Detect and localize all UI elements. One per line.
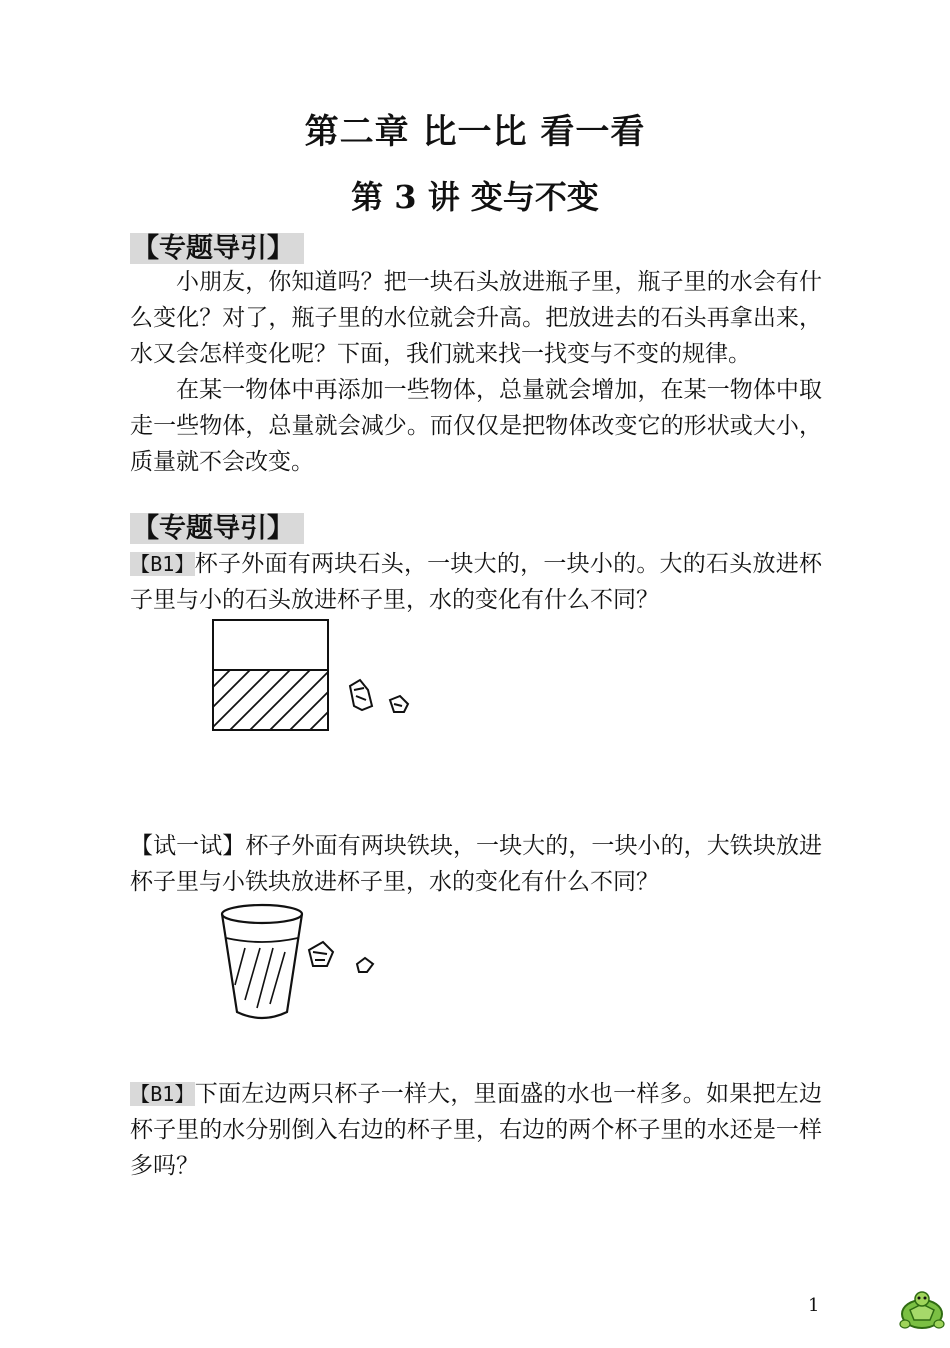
problem-label: 【B1】 [130, 552, 195, 576]
cup-rim [222, 905, 302, 923]
intro-paragraph-1: 小朋友，你知道吗？把一块石头放进瓶子里，瓶子里的水会有什么变化？对了，瓶子里的水位就会升高。把放进去的石头再拿出来，水又会怎样变化呢？下面，我们就来找一找变与不变的规律。 [130, 269, 822, 367]
turtle-icon [896, 1286, 948, 1334]
problem-label: 【B1】 [130, 1082, 195, 1106]
large-iron-block-icon [309, 942, 333, 966]
section-tag-label: 【专题导引】 [130, 233, 304, 264]
section-tag-examples [130, 510, 304, 548]
problem-b1-stones [130, 546, 822, 618]
beaker-outline [213, 620, 328, 730]
large-stone-icon [350, 680, 372, 710]
water-hatching [160, 660, 380, 740]
try-text: 杯子外面有两块铁块，一块大的，一块小的，大铁块放进杯子里与小铁块放进杯子里，水的变化有什么不同？ [130, 833, 823, 895]
cup-outline [222, 914, 302, 1018]
section-tag-intro [130, 230, 304, 268]
cup-illustration [215, 900, 395, 1030]
section-tag-label: 【专题导引】 [130, 513, 304, 544]
water-hatching [235, 948, 285, 1008]
try-label: 【试一试】 [130, 833, 246, 859]
problem-text: 杯子外面有两块石头，一块大的，一块小的。大的石头放进杯子里与小的石头放进杯子里，水的变化有什么不同？ [130, 551, 822, 613]
chapter-title: 第二章 比一比 看一看 [304, 112, 646, 152]
small-stone-icon [390, 696, 408, 712]
intro-paragraph-2: 在某一物体中再添加一些物体，总量就会增加，在某一物体中取走一些物体，总量就会减少。而仅仅是把物体改变它的形状或大小，质量就不会改变。 [130, 377, 822, 475]
beaker-illustration [200, 610, 430, 740]
lesson-title: 第 3 讲 变与不变 [351, 178, 599, 216]
page-number: 1 [808, 1295, 820, 1316]
problem-b1-cups [130, 1076, 822, 1184]
water-line [226, 938, 298, 942]
intro-text [130, 264, 822, 480]
try-it-iron [130, 828, 822, 900]
small-iron-block-icon [357, 958, 373, 972]
problem-text: 下面左边两只杯子一样大，里面盛的水也一样多。如果把左边杯子里的水分别倒入右边的杯子里，右边的两个杯子里的水还是一样多吗？ [130, 1081, 822, 1179]
